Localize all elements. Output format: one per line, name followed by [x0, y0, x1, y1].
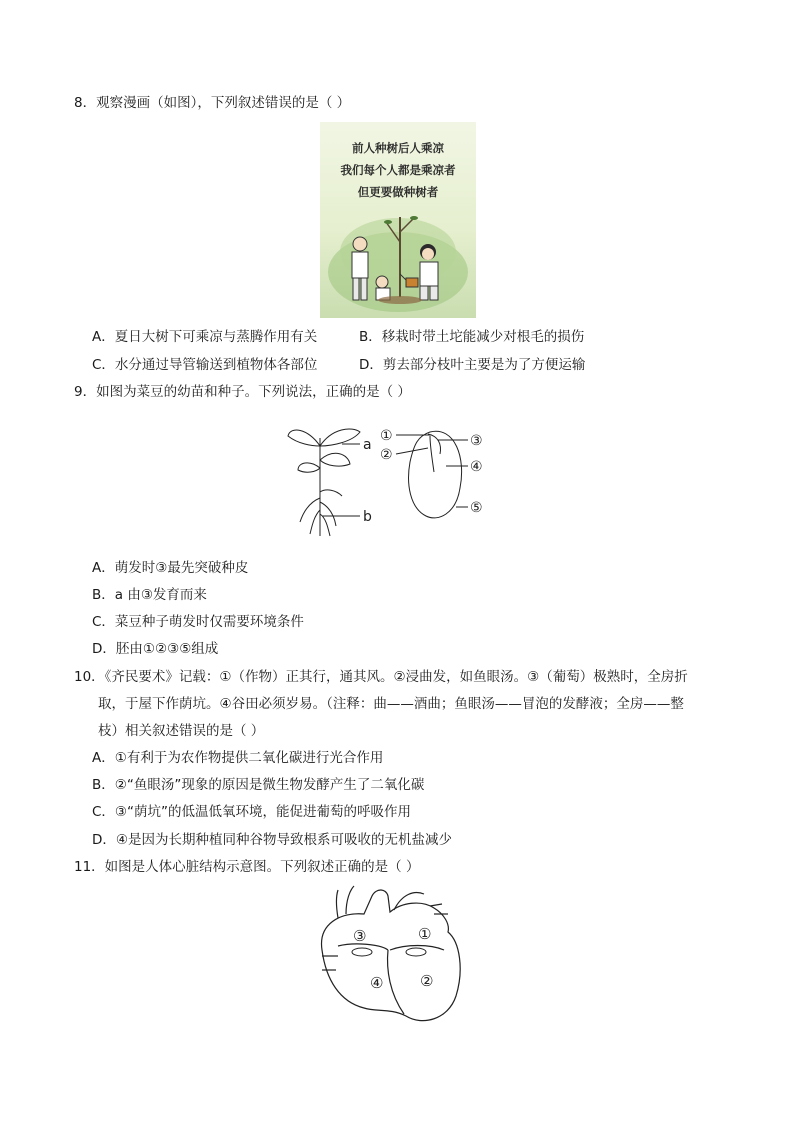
q8-option-a: A．夏日大树下可乘凉与蒸腾作用有关 — [92, 329, 318, 345]
q10-option-b: B．②“鱼眼汤”现象的原因是微生物发酵产生了二氧化碳 — [92, 777, 425, 793]
comic-caption-line-1: 前人种树后人乘凉 — [352, 141, 444, 155]
label-a: a — [363, 437, 372, 453]
q8-option-d: D．剪去部分枝叶主要是为了方便运输 — [359, 357, 586, 373]
q8-stem: 8．观察漫画（如图），下列叙述错误的是（ ） — [74, 95, 351, 111]
label-3: ③ — [353, 927, 367, 945]
label-3: ③ — [470, 433, 483, 449]
comic-illustration — [320, 122, 476, 318]
q9-option-a: A．萌发时③最先突破种皮 — [92, 560, 249, 576]
label-2: ② — [420, 972, 434, 990]
comic-caption-line-2: 我们每个人都是乘凉者 — [340, 163, 456, 177]
label-1: ① — [380, 428, 393, 444]
q9-option-b: B．a 由③发育而来 — [92, 587, 207, 603]
q9-option-c: C．菜豆种子萌发时仅需要环境条件 — [92, 614, 304, 630]
label-b: b — [363, 509, 372, 525]
q9-option-d: D．胚由①②③⑤组成 — [92, 641, 219, 657]
q10-option-c: C．③“荫坑”的低温低氧环境，能促进葡萄的呼吸作用 — [92, 804, 412, 820]
q8-option-c: C．水分通过导管输送到植物体各部位 — [92, 357, 318, 373]
label-4: ④ — [370, 974, 384, 992]
bean-seedling-and-seed-diagram — [270, 418, 520, 540]
label-5: ⑤ — [470, 500, 483, 516]
q10-stem-line-3: 枝）相关叙述错误的是（ ） — [98, 723, 265, 739]
q10-stem-line-2: 取，于屋下作荫坑。④谷田必须岁易。（注释：曲——酒曲；鱼眼汤——冒泡的发酵液；全房——整 — [98, 696, 684, 712]
q10-stem-line-1: 10．《齐民要术》记载：①（作物）正其行，通其风。②浸曲发，如鱼眼汤。③（葡萄）极熟时，全房折 — [74, 669, 688, 685]
q10-option-d: D．④是因为长期种植同种谷物导致根系可吸收的无机盐减少 — [92, 832, 452, 848]
bean-seedling — [288, 429, 360, 536]
label-2: ② — [380, 447, 393, 463]
label-4: ④ — [470, 459, 483, 475]
q11-stem: 11．如图是人体心脏结构示意图。下列叙述正确的是（ ） — [74, 859, 420, 875]
q9-stem: 9．如图为菜豆的幼苗和种子。下列说法，正确的是（ ） — [74, 384, 411, 400]
q8-option-b: B．移栽时带土坨能减少对根毛的损伤 — [359, 329, 585, 345]
comic-drawing — [320, 122, 476, 318]
label-1: ① — [418, 925, 432, 943]
q10-option-a: A．①有利于为农作物提供二氧化碳进行光合作用 — [92, 750, 384, 766]
heart-structure-diagram — [310, 884, 470, 1028]
comic-caption-line-3: 但更要做种树者 — [357, 185, 439, 199]
bean-seed — [409, 431, 462, 518]
